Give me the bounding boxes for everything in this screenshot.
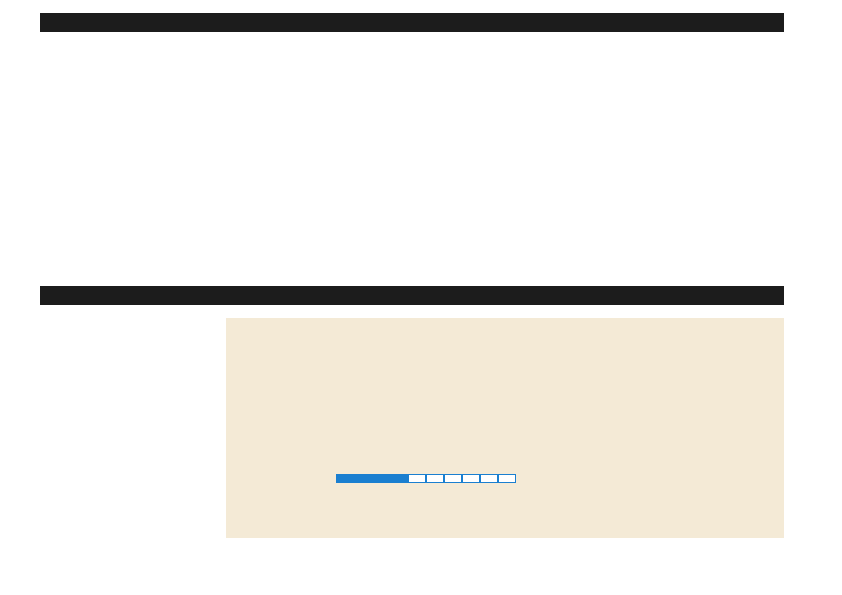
fitness-rating (232, 502, 344, 511)
route-name (40, 15, 210, 31)
difficulty-value (336, 474, 408, 483)
difficulty-seg-9 (480, 474, 498, 483)
difficulty-seg-5 (408, 474, 426, 483)
difficulty-seg-7 (444, 474, 462, 483)
route-title-bar (40, 13, 784, 32)
route-title-bar-2 (40, 286, 784, 305)
difficulty-rating (232, 474, 516, 483)
route-name-2 (40, 288, 210, 304)
panorama-rating (232, 516, 344, 525)
difficulty-seg-6 (426, 474, 444, 483)
difficulty-seg-8 (462, 474, 480, 483)
difficulty-seg-10 (498, 474, 516, 483)
technique-rating (232, 488, 344, 497)
short-description-panel (226, 318, 784, 538)
difficulty-bar (336, 474, 516, 483)
